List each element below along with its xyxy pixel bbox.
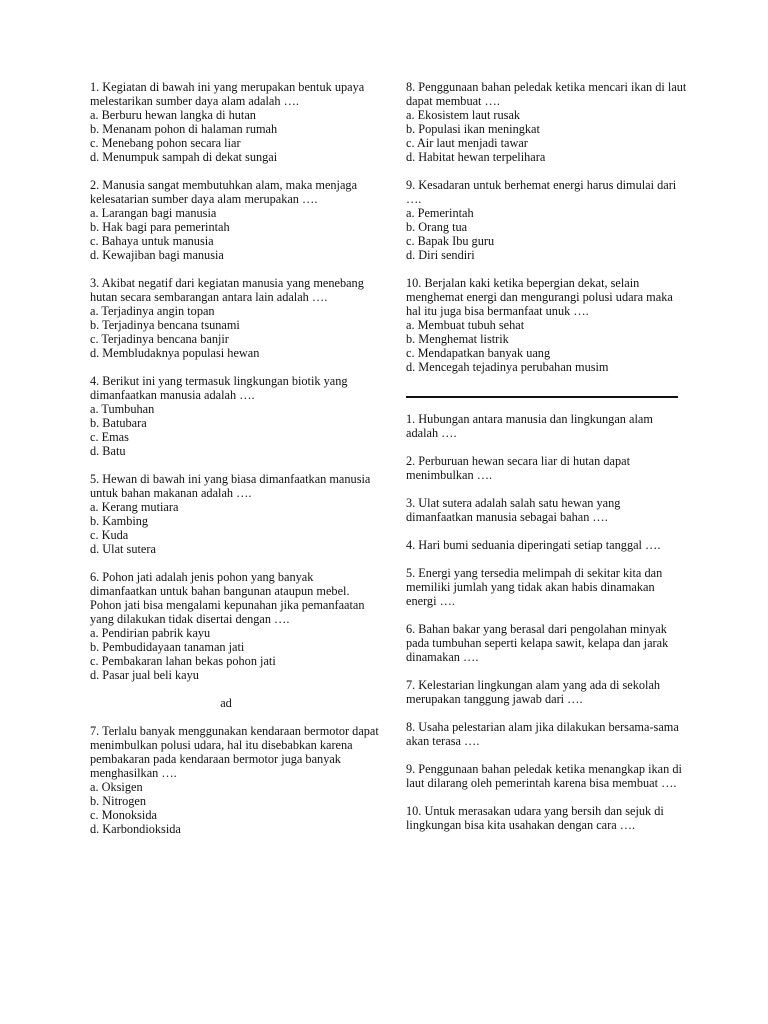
answer-option: c. Pembakaran lahan bekas pohon jati bbox=[90, 654, 276, 668]
essay-question: 6. Bahan bakar yang berasal dari pengolahan minyak pada tumbuhan seperti kelapa sawit, kelapa dan jarak dinamakan …. bbox=[406, 622, 669, 664]
answer-option: a. Kerang mutiara bbox=[90, 500, 179, 514]
answer-option: b. Terjadinya bencana tsunami bbox=[90, 318, 240, 332]
question-block bbox=[406, 80, 688, 164]
question-block bbox=[90, 276, 382, 360]
answer-option: b. Nitrogen bbox=[90, 794, 147, 808]
answer-option: d. Kewajiban bagi manusia bbox=[90, 248, 224, 262]
question-block bbox=[90, 472, 382, 556]
left-column bbox=[90, 80, 382, 850]
answer-option: a. Berburu hewan langka di hutan bbox=[90, 108, 256, 122]
question-text: 9. Kesadaran untuk berhemat energi harus dimulai dari …. bbox=[406, 178, 677, 206]
question-block bbox=[90, 374, 382, 458]
question-text: 1. Kegiatan di bawah ini yang merupakan bentuk upaya melestarikan sumber daya alam adalah …. bbox=[90, 80, 365, 108]
answer-option: a. Larangan bagi manusia bbox=[90, 206, 217, 220]
essay-question: 5. Energi yang tersedia melimpah di sekitar kita dan memiliki jumlah yang tidak akan habis dinamakan energi …. bbox=[406, 566, 663, 608]
answer-option: b. Menanam pohon di halaman rumah bbox=[90, 122, 278, 136]
question-block bbox=[406, 276, 688, 374]
section-divider bbox=[406, 396, 678, 398]
question-block bbox=[90, 570, 382, 682]
essay-question: 7. Kelestarian lingkungan alam yang ada di sekolah merupakan tanggung jawab dari …. bbox=[406, 678, 661, 706]
question-text: 6. Pohon jati adalah jenis pohon yang banyak dimanfaatkan untuk bahan bangunan ataupun mebel. Pohon jati bisa mengalami kepunahan jika pemanfaatan yang dilakukan tidak disertai dengan …. bbox=[90, 570, 365, 626]
question-block bbox=[90, 80, 382, 164]
question-text: 4. Berikut ini yang termasuk lingkungan biotik yang dimanfaatkan manusia adalah …. bbox=[90, 374, 348, 402]
essay-question-list bbox=[406, 412, 688, 832]
question-text: 10. Berjalan kaki ketika bepergian dekat, selain menghemat energi dan mengurangi polusi udara maka hal itu juga bisa bermanfaat unuk …. bbox=[406, 276, 673, 318]
essay-question: 3. Ulat sutera adalah salah satu hewan yang dimanfaatkan manusia sebagai bahan …. bbox=[406, 496, 621, 524]
right-column bbox=[406, 80, 688, 846]
answer-option: b. Kambing bbox=[90, 514, 149, 528]
question-block bbox=[90, 178, 382, 262]
answer-option: c. Bahaya untuk manusia bbox=[90, 234, 214, 248]
answer-option: d. Pasar jual beli kayu bbox=[90, 668, 199, 682]
question-block bbox=[90, 724, 382, 836]
answer-option: b. Hak bagi para pemerintah bbox=[90, 220, 230, 234]
essay-question: 4. Hari bumi seduania diperingati setiap tanggal …. bbox=[406, 538, 661, 552]
essay-question: 2. Perburuan hewan secara liar di hutan dapat menimbulkan …. bbox=[406, 454, 630, 482]
question-block bbox=[406, 178, 688, 262]
answer-option: d. Ulat sutera bbox=[90, 542, 156, 556]
essay-question: 9. Penggunaan bahan peledak ketika menangkap ikan di laut dilarang oleh pemerintah karena bisa membuat …. bbox=[406, 762, 682, 790]
answer-option: d. Membludaknya populasi hewan bbox=[90, 346, 260, 360]
answer-option: a. Pendirian pabrik kayu bbox=[90, 626, 211, 640]
essay-question: 10. Untuk merasakan udara yang bersih dan sejuk di lingkungan bisa kita usahakan dengan cara …. bbox=[406, 804, 664, 832]
essay-question: 8. Usaha pelestarian alam jika dilakukan bersama-sama akan terasa …. bbox=[406, 720, 679, 748]
answer-option: c. Emas bbox=[90, 430, 129, 444]
answer-option: c. Terjadinya bencana banjir bbox=[90, 332, 229, 346]
question-text: 3. Akibat negatif dari kegiatan manusia yang menebang hutan secara sembarangan antara lain adalah …. bbox=[90, 276, 364, 304]
question-text: 5. Hewan di bawah ini yang biasa dimanfaatkan manusia untuk bahan makanan adalah …. bbox=[90, 472, 371, 500]
answer-option: d. Karbondioksida bbox=[90, 822, 181, 836]
answer-option: c. Air laut menjadi tawar bbox=[406, 136, 528, 150]
answer-option: a. Ekosistem laut rusak bbox=[406, 108, 521, 122]
question-text: 7. Terlalu banyak menggunakan kendaraan bermotor dapat menimbulkan polusi udara, hal itu disebabkan karena pembakaran pada kendaraan bermotor juga banyak menghasilkan …. bbox=[90, 724, 379, 780]
answer-option: d. Diri sendiri bbox=[406, 248, 475, 262]
answer-option: b. Menghemat listrik bbox=[406, 332, 509, 346]
answer-option: d. Batu bbox=[90, 444, 126, 458]
answer-option: c. Menebang pohon secara liar bbox=[90, 136, 241, 150]
answer-option: c. Bapak Ibu guru bbox=[406, 234, 495, 248]
answer-option: a. Membuat tubuh sehat bbox=[406, 318, 525, 332]
multiple-choice-group-1 bbox=[90, 80, 382, 682]
answer-option: b. Pembudidayaan tanaman jati bbox=[90, 640, 245, 654]
essay-question: 1. Hubungan antara manusia dan lingkungan alam adalah …. bbox=[406, 412, 653, 440]
stray-text: ad bbox=[220, 696, 232, 710]
answer-option: a. Pemerintah bbox=[406, 206, 474, 220]
question-text: 2. Manusia sangat membutuhkan alam, maka menjaga kelesatarian sumber daya alam merupakan …. bbox=[90, 178, 358, 206]
multiple-choice-group-3 bbox=[406, 80, 688, 374]
answer-option: c. Monoksida bbox=[90, 808, 157, 822]
answer-option: b. Batubara bbox=[90, 416, 147, 430]
answer-option: a. Terjadinya angin topan bbox=[90, 304, 215, 318]
answer-option: a. Tumbuhan bbox=[90, 402, 155, 416]
answer-option: b. Populasi ikan meningkat bbox=[406, 122, 540, 136]
answer-option: a. Oksigen bbox=[90, 780, 143, 794]
question-text: 8. Penggunaan bahan peledak ketika mencari ikan di laut dapat membuat …. bbox=[406, 80, 687, 108]
answer-option: d. Habitat hewan terpelihara bbox=[406, 150, 546, 164]
answer-option: d. Menumpuk sampah di dekat sungai bbox=[90, 150, 278, 164]
answer-option: c. Kuda bbox=[90, 528, 129, 542]
multiple-choice-group-2 bbox=[90, 724, 382, 836]
answer-option: d. Mencegah tejadinya perubahan musim bbox=[406, 360, 609, 374]
answer-option: c. Mendapatkan banyak uang bbox=[406, 346, 551, 360]
answer-option: b. Orang tua bbox=[406, 220, 468, 234]
